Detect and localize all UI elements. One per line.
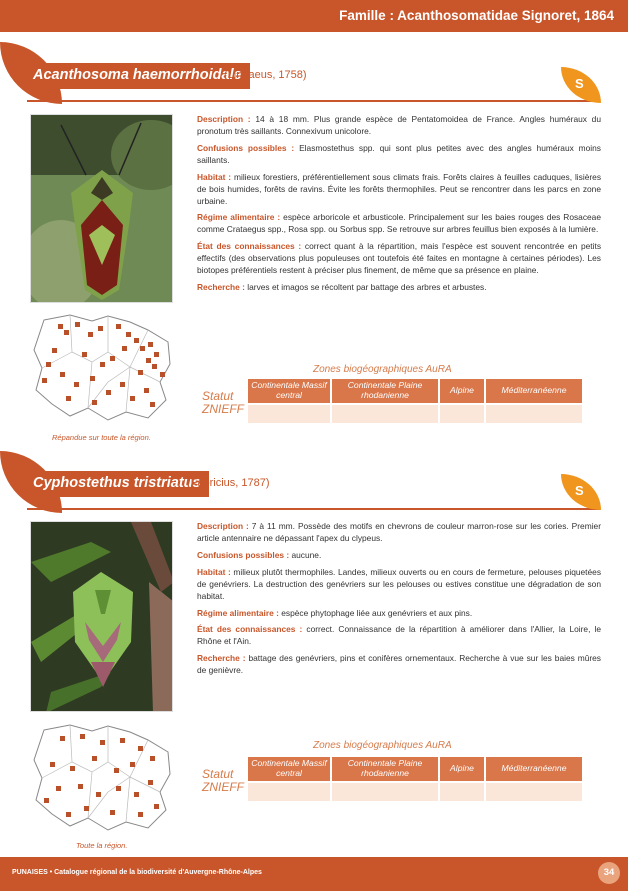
species-1-zones-table: [246, 377, 584, 425]
species-1-map-caption: Répandue sur toute la région.: [52, 433, 151, 442]
zones-header-row: [248, 757, 582, 781]
species-2-rule: [27, 508, 600, 510]
confusions-paragraph: Confusions possibles : Elasmostethus spp. qui sont plus petites avec des angles huméraux moins saillants.: [197, 142, 601, 165]
page-number: 34: [598, 862, 620, 884]
zone-cell: [440, 405, 484, 423]
zone-col-massif-central: Continentale Massif central: [248, 379, 330, 403]
bug-photo-1-icon: [31, 115, 173, 303]
species-1-rule: [27, 100, 600, 102]
zone-col-alpine: Alpine: [440, 379, 484, 403]
knowledge-paragraph: État des connaissances : correct quant à la répartition, mais l'espèce est souvent rencontrée en petits effectifs (des observations plus populeuses ont toutefois été faites en montagne à certaines périodes). Les biotopes préférentiels restent à préciser plus finement, de même que sa présence en plaine.: [197, 241, 602, 276]
family-title: Famille : Acanthosomatidae Signoret, 1864: [339, 8, 614, 23]
species-2-author: (Fabricius, 1787): [187, 477, 270, 489]
species-2-zones-table: [246, 755, 584, 803]
status-badge-1: S: [575, 76, 584, 91]
species-2-heading: [27, 471, 209, 497]
zones-value-row: [248, 783, 582, 801]
diet-paragraph: Régime alimentaire : espèce arboricole et arbusticole. Principalement sur les baies rouges des Rosaceae comme Crataegus spp., Rosa spp. ou Sorbus spp. Se retrouve sur arbres feuillus bien exposés à la lumière.: [197, 212, 601, 235]
status-badge-leaf-1: [561, 67, 601, 103]
species-2-photo: [30, 521, 173, 712]
bug-photo-2-icon: [31, 522, 173, 712]
status-badge-2: S: [575, 483, 584, 498]
confusions-paragraph: Confusions possibles : aucune.: [197, 549, 322, 560]
footer-title: PUNAISES • Catalogue régional de la biodiversité d'Auvergne-Rhône-Alpes: [12, 869, 262, 876]
zone-col-massif-central: Continentale Massif central: [248, 757, 330, 781]
zones-value-row: [248, 405, 582, 423]
species-1-statut-label: Statut ZNIEFF: [202, 389, 244, 416]
header-bar: [0, 0, 628, 32]
zone-col-alpine: Alpine: [440, 757, 484, 781]
status-badge-leaf-2: [561, 474, 601, 510]
zone-cell: [248, 783, 330, 801]
zone-col-mediterraneenne: Méditerranéenne: [486, 757, 582, 781]
species-1-description: [197, 114, 601, 299]
zone-cell: [248, 405, 330, 423]
species-1-zones-title: Zones biogéographiques AuRA: [313, 364, 452, 375]
region-map-1-icon: [30, 312, 173, 422]
species-1-heading: [27, 63, 250, 89]
search-paragraph: Recherche : battage des genévriers, pins et conifères ornementaux. Recherche à vue sur les baies mûres de genièvre.: [197, 653, 601, 676]
species-2-distribution-map: [30, 722, 173, 832]
region-map-2-icon: [30, 722, 173, 832]
species-1-photo: [30, 114, 173, 303]
species-1-distribution-map: [30, 312, 173, 422]
zone-col-mediterraneenne: Méditerranéenne: [486, 379, 582, 403]
species-2-description: [197, 521, 601, 682]
zone-cell: [332, 405, 438, 423]
description-paragraph: Description : 7 à 11 mm. Possède des motifs en chevrons de couleur marron-rose sur les cories. Premier article antennaire ne dépassant l'apex du clypeus.: [197, 521, 601, 543]
species-2-map-caption: Toute la région.: [76, 841, 128, 850]
species-2-zones-title: Zones biogéographiques AuRA: [313, 740, 452, 751]
habitat-paragraph: Habitat : milieux plutôt thermophiles. Landes, milieux ouverts ou en cours de fermeture, pelouses piquetées de genévriers. La destruction des genévriers sur les pelouses ou estives constitue une dégradation de son habitat.: [197, 566, 602, 601]
zone-cell: [486, 405, 582, 423]
search-paragraph: Recherche : larves et imagos se récoltent par battage des arbres et arbustes.: [197, 282, 487, 293]
species-1-author: (Linnaeus, 1758): [224, 69, 307, 81]
species-2-statut-label: Statut ZNIEFF: [202, 767, 244, 794]
species-1-name: Acanthosoma haemorrhoidale: [33, 67, 242, 83]
footer-bar: [0, 857, 628, 891]
species-2-name: Cyphostethus tristriatus: [33, 475, 201, 491]
zone-cell: [440, 783, 484, 801]
diet-paragraph: Régime alimentaire : espèce phytophage liée aux genévriers et aux pins.: [197, 607, 473, 618]
zone-col-plaine-rhodanienne: Continentale Plaine rhodanienne: [332, 757, 438, 781]
zone-cell: [332, 783, 438, 801]
description-paragraph: Description : 14 à 18 mm. Plus grande espèce de Pentatomoidea de France. Angles huméraux du pronotum très saillants. Connexivum unicolore.: [197, 114, 601, 136]
zones-header-row: [248, 379, 582, 403]
zone-cell: [486, 783, 582, 801]
zone-col-plaine-rhodanienne: Continentale Plaine rhodanienne: [332, 379, 438, 403]
habitat-paragraph: Habitat : milieux forestiers, préférentiellement sous climats frais. Forêts claires à feuilles caduques, lisières de bois humides, forêts de ravins. Évite les forêts thermophiles. Peut se rencontrer dans les parcs en zone urbaine.: [197, 171, 602, 206]
knowledge-paragraph: État des connaissances : correct. Connaissance de la répartition à améliorer dans l'Allier, la Loire, le Rhône et l'Ain.: [197, 624, 601, 647]
